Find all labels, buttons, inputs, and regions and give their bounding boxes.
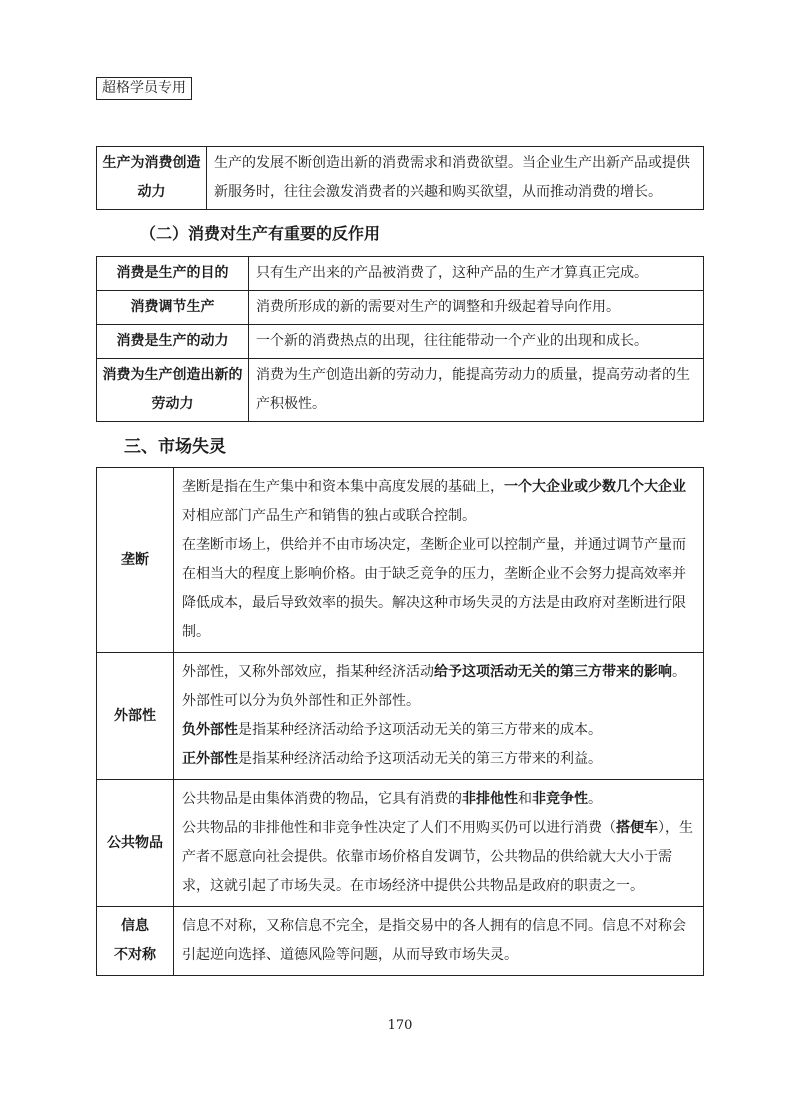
paragraph: [182, 745, 695, 774]
row-key: 外部性: [97, 653, 174, 780]
text: ），生产者不愿意向社会提供。依靠市场价格自发调节，公共物品的供给就大大小于需求，这就引起了市场失灵。在市场经济中提供公共物品是政府的职责之一。: [182, 820, 693, 894]
text: 。: [588, 791, 602, 807]
row-value: 生产的发展不断创造出新的消费需求和消费欲望。当企业生产出新产品或提供新服务时，往往会激发消费者的兴趣和购买欲望，从而推动消费的增长。: [207, 147, 704, 210]
row-value: 信息不对称，又称信息不完全，是指交易中的各人拥有的信息不同。信息不对称会引起逆向选择、道德风险等问题，从而导致市场失灵。: [174, 907, 704, 976]
row-key: 消费是生产的目的: [97, 257, 249, 291]
row-key: 垄断: [97, 468, 174, 653]
row-value: 一个新的消费热点的出现，往往能带动一个产业的出现和成长。: [249, 325, 704, 359]
text: 。: [672, 664, 686, 680]
row-value: [174, 468, 704, 653]
section-heading-consumption: （二）消费对生产有重要的反作用: [140, 224, 381, 243]
market-failure-table: [96, 467, 704, 976]
row-value: 消费所形成的新的需要对生产的调整和升级起着导向作用。: [249, 291, 704, 325]
table-row: [97, 291, 704, 325]
row-key: 生产为消费创造动力: [97, 147, 207, 210]
paragraph: [182, 716, 695, 745]
paragraph: [182, 814, 695, 901]
production-consumption-table: [96, 146, 704, 210]
text: 是指某种经济活动给予这项活动无关的第三方带来的利益。: [238, 751, 602, 767]
header-tag: 超格学员专用: [96, 77, 192, 100]
bold-text: 非竞争性: [532, 791, 588, 807]
table-row: [97, 780, 704, 907]
page-number: 170: [387, 1018, 413, 1033]
row-value: 只有生产出来的产品被消费了，这种产品的生产才算真正完成。: [249, 257, 704, 291]
row-key: [97, 907, 174, 976]
row-key: 消费是生产的动力: [97, 325, 249, 359]
text: 公共物品的非排他性和非竞争性决定了人们不用购买仍可以进行消费（: [182, 820, 616, 836]
text: 是指某种经济活动给予这项活动无关的第三方带来的成本。: [238, 722, 602, 738]
bold-text: 非排他性: [462, 791, 518, 807]
bold-text: 一个大企业或少数几个大企业: [504, 479, 686, 495]
row-key: 消费调节生产: [97, 291, 249, 325]
row-value: 消费为生产创造出新的劳动力，能提高劳动力的质量，提高劳动者的生产积极性。: [249, 359, 704, 422]
bold-text: 给予这项活动无关的第三方带来的影响: [434, 664, 672, 680]
text: 公共物品是由集体消费的物品，它具有消费的: [182, 791, 462, 807]
table-row: [97, 147, 704, 210]
row-key-line: 信息: [121, 918, 149, 934]
bold-text: 搭便车: [616, 820, 658, 836]
row-key: 公共物品: [97, 780, 174, 907]
text: 外部性，又称外部效应，指某种经济活动: [182, 664, 434, 680]
text: 对相应部门产品生产和销售的独占或联合控制。: [182, 508, 476, 524]
row-key-line: 不对称: [114, 947, 156, 963]
paragraph: [182, 473, 695, 531]
paragraph: [182, 658, 695, 687]
paragraph: 外部性可以分为负外部性和正外部性。: [182, 693, 420, 709]
bold-text: 负外部性: [182, 722, 238, 738]
text: 垄断是指在生产集中和资本集中高度发展的基础上，: [182, 479, 504, 495]
row-key: 消费为生产创造出新的劳动力: [97, 359, 249, 422]
table-row: [97, 325, 704, 359]
paragraph: [182, 785, 695, 814]
row-value: [174, 653, 704, 780]
row-value: [174, 780, 704, 907]
bold-text: 正外部性: [182, 751, 238, 767]
consumption-effects-table: [96, 256, 704, 422]
section-heading-market-failure: 三、市场失灵: [124, 437, 226, 457]
table-row: [97, 653, 704, 780]
paragraph: 在垄断市场上，供给并不由市场决定，垄断企业可以控制产量，并通过调节产量而在相当大的程度上影响价格。由于缺乏竞争的压力，垄断企业不会努力提高效率并降低成本，最后导致效率的损失。解决这种市场失灵的方法是由政府对垄断进行限制。: [182, 537, 686, 640]
text: 和: [518, 791, 532, 807]
table-row: [97, 359, 704, 422]
table-row: [97, 907, 704, 976]
table-row: [97, 257, 704, 291]
table-row: [97, 468, 704, 653]
